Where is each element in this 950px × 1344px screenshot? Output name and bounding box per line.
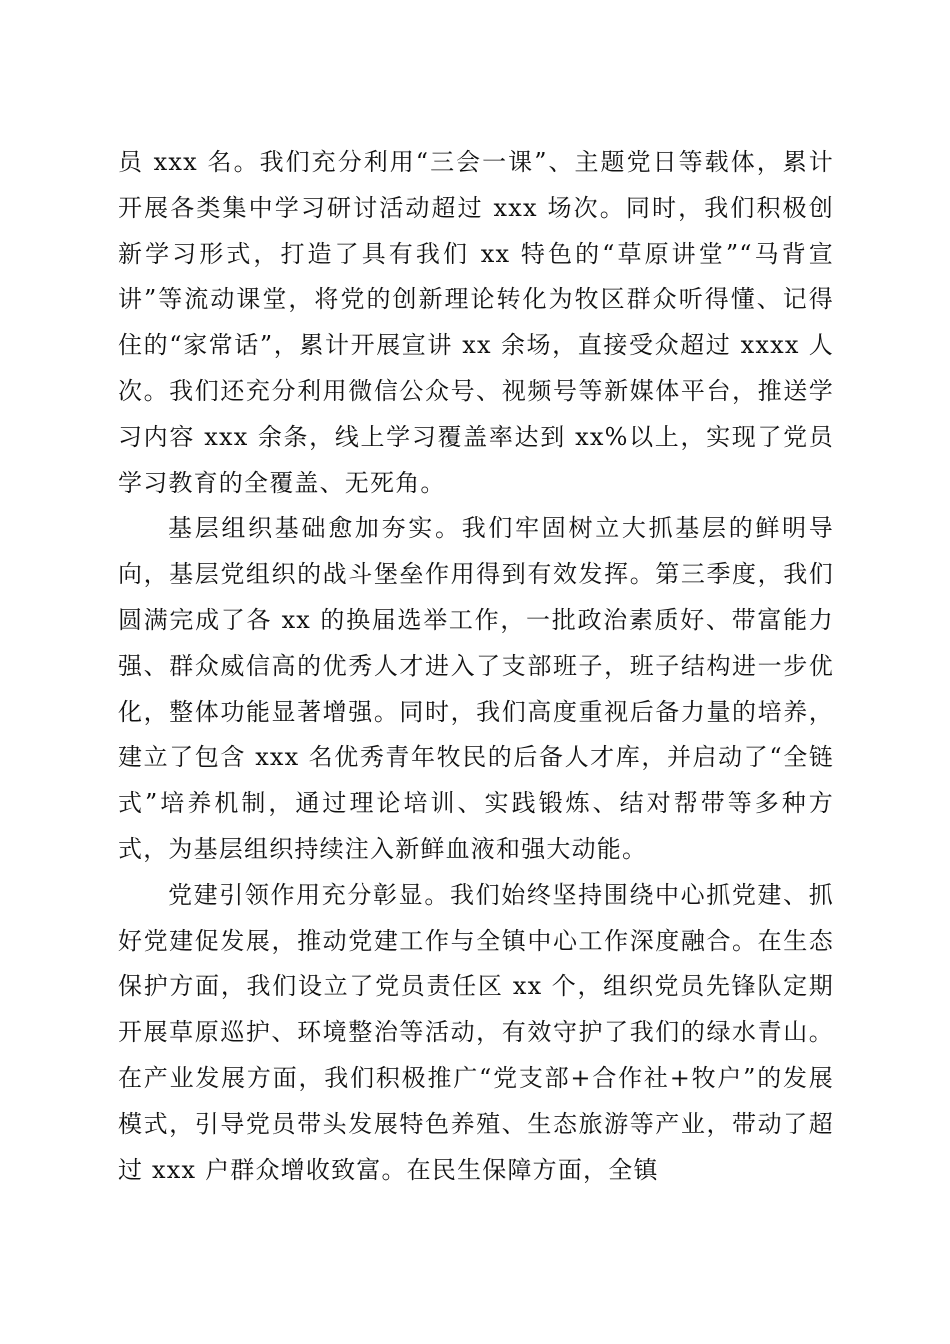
paragraph-3: 党建引领作用充分彰显。我们始终坚持围绕中心抓党建、抓好党建促发展，推动党建工作与全镇中心工作深度融合。在生态保护方面，我们设立了党员责任区 xx 个，组织党员先锋队定期开展草原巡护、环境整治等活动，有效守护了我们的绿水青山。在产业发展方面，我们积极推广“党支部+合作社+牧户”的发展模式，引导党员带头发展特色养殖、生态旅游等产业，带动了超过 xxx 户群众增收致富。在民生保障方面，全镇 <box>118 880 834 1184</box>
paragraph-2: 基层组织基础愈加夯实。我们牢固树立大抓基层的鲜明导向，基层党组织的战斗堡垒作用得到有效发挥。第三季度，我们圆满完成了各 xx 的换届选举工作，一批政治素质好、带富能力强、群众威信高的优秀人才进入了支部班子，班子结构进一步优化，整体功能显著增强。同时，我们高度重视后备力量的培养，建立了包含 xxx 名优秀青年牧民的后备人才库，并启动了“全链式”培养机制，通过理论培训、实践锻炼、结对帮带等多种方式，为基层组织持续注入新鲜血液和强大动能。 <box>118 514 834 863</box>
paragraph-1: 员 xxx 名。我们充分利用“三会一课”、主题党日等载体，累计开展各类集中学习研讨活动超过 xxx 场次。同时，我们积极创新学习形式，打造了具有我们 xx 特色的“草原讲堂”“马背宣讲”等流动课堂，将党的创新理论转化为牧区群众听得懂、记得住的“家常话”，累计开展宣讲 xx 余场，直接受众超过 xxxx 人次。我们还充分利用微信公众号、视频号等新媒体平台，推送学习内容 xxx 余条，线上学习覆盖率达到 xx%以上，实现了党员学习教育的全覆盖、无死角。 <box>118 148 834 497</box>
document-body <box>118 140 834 1193</box>
